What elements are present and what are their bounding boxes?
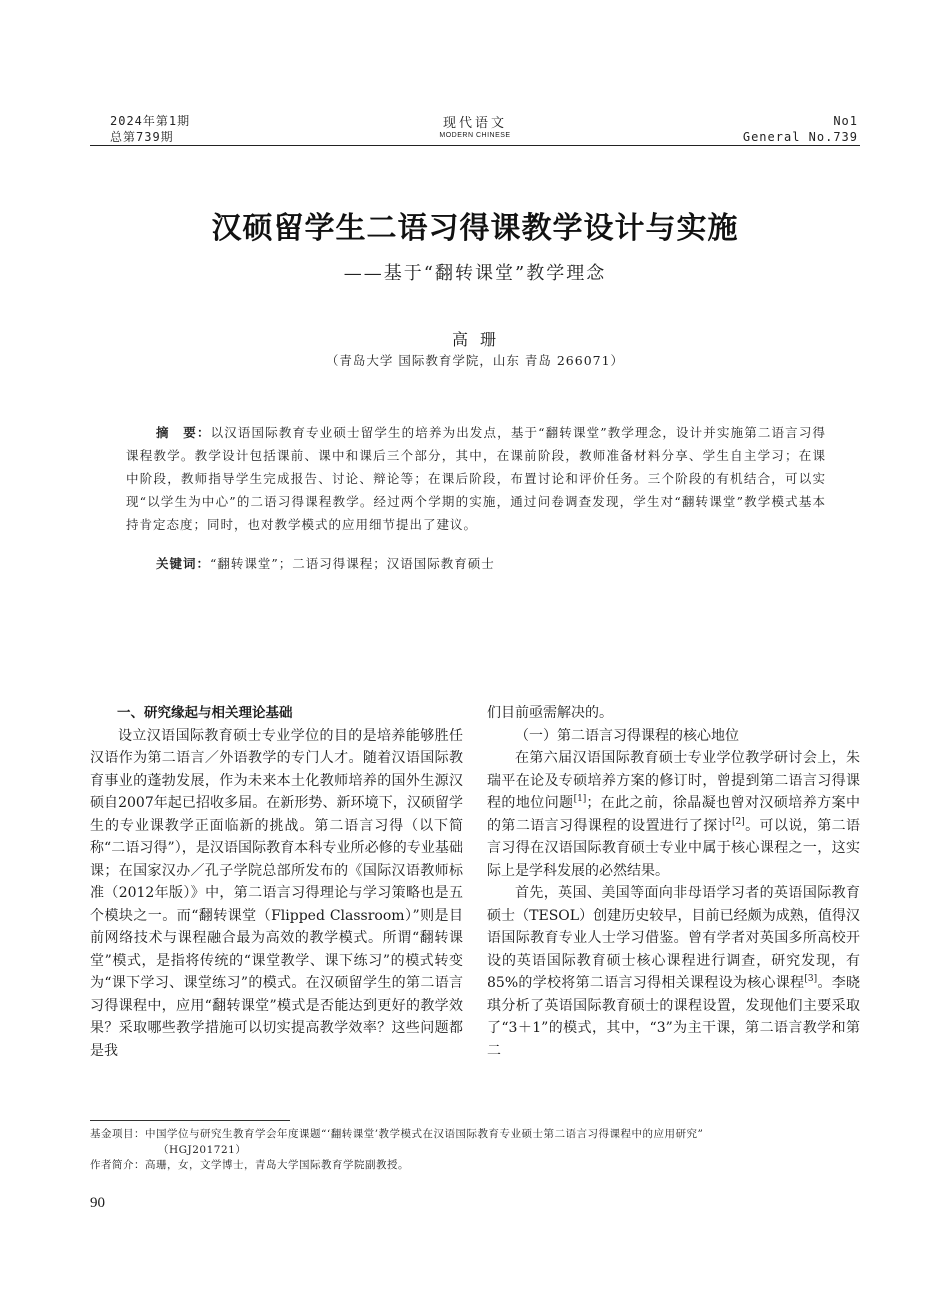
keywords-label: 关键词： (156, 556, 211, 571)
header-divider (90, 145, 860, 146)
paragraph-text: 。李晓琪分析了英语国际教育硕士的课程设置，发现他们主要采取了“3＋1”的模式，其中，“3”为主干课，第二语言教学和第二 (487, 975, 860, 1059)
paragraph-text: 。可以说，第二语言习得在汉语国际教育硕士专业中属于核心课程之一，这实际上是学科发展的必然结果。 (487, 817, 861, 879)
author-affiliation: （青岛大学 国际教育学院，山东 青岛 266071） (325, 353, 625, 368)
body-paragraph (487, 882, 860, 1062)
page-number: 90 (90, 1195, 105, 1211)
journal-name-cn: 现代语文 (442, 116, 507, 131)
keywords-text: “翻转课堂”；二语习得课程；汉语国际教育硕士 (210, 556, 495, 571)
paragraph-text: ；在此之前，徐晶凝也曾对汉硕培养方案中的第二语言习得课程的设置进行了探讨 (487, 795, 860, 834)
body-paragraph-continuation: 们目前亟需解决的。 (487, 705, 613, 721)
author-name: 高珊 (451, 330, 508, 349)
footnote-divider (90, 1120, 290, 1121)
issue: 2024年第1期 (110, 114, 191, 128)
footnotes (90, 1127, 870, 1174)
citation-ref[interactable]: [1] (573, 794, 587, 804)
body-column-right (487, 702, 860, 1062)
body-paragraph: 设立汉语国际教育硕士专业学位的目的是培养能够胜任汉语作为第二语言／外语教学的专门人才。随着汉语国际教育事业的蓬勃发展，作为未来本土化教师培养的国外生源汉硕自2007年起已招收多届。在新形势、新环境下，汉硕留学生的专业课教学正面临新的挑战。第二语言习得（以下简称“二语习得”），是汉语国际教育本科专业所必修的专业基础课；在国家汉办／孔子学院总部所发布的《国际汉语教师标准（2012年版）》中，第二语言习得理论与学习策略也是五个模块之一。而“翻转课堂（Flipped Classroom）”则是目前网络技术与课程融合最为高效的教学模式。所谓“翻转课堂”模式，是指将传统的“课堂教学、课下练习”的模式转变为“课下学习、课堂练习”的模式。在汉硕留学生的第二语言习得课程中，应用“翻转课堂”模式是否能达到更好的教学效果？采取哪些教学措施可以切实提高教学效率？这些问题都是我 (90, 727, 463, 1059)
total-issue: 总第739期 (110, 130, 174, 144)
body-paragraph (487, 747, 860, 882)
abstract-text: 以汉语国际教育专业硕士留学生的培养为出发点，基于“翻转课堂”教学理念，设计并实施第二语言习得课程教学。教学设计包括课前、课中和课后三个部分，其中，在课前阶段，教师准备材料分享、学生自主学习；在课中阶段，教师指导学生完成报告、讨论、辩论等；在课后阶段，布置讨论和评价任务。三个阶段的有机结合，可以实现“以学生为中心”的二语习得课程教学。经过两个学期的实施，通过问卷调查发现，学生对“翻转课堂”教学模式基本持肯定态度；同时，也对教学模式的应用细节提出了建议。 (126, 425, 826, 532)
fund-info: 基金项目：中国学位与研究生教育学会年度课题“‘翻转课堂’教学模式在汉语国际教育专业硕士第二语言习得课程中的应用研究” (90, 1128, 704, 1140)
journal-name-en: MODERN CHINESE (439, 132, 511, 139)
issue-no: No1 (833, 114, 858, 128)
paper-title: 汉硕留学生二语习得课教学设计与实施 (211, 211, 739, 246)
abstract (126, 421, 826, 536)
abstract-label: 摘 要： (156, 425, 211, 440)
citation-ref[interactable]: [3] (804, 974, 818, 984)
header-number-info (743, 113, 858, 145)
general-no: General No.739 (742, 130, 858, 144)
citation-ref[interactable]: [2] (731, 816, 745, 827)
author-intro: 作者简介：高珊，女，文学博士，青岛大学国际教育学院副教授。 (90, 1159, 409, 1171)
paper-subtitle: ——基于“翻转课堂”教学理念 (343, 263, 607, 284)
fund-code: （HGJ201721） (158, 1143, 247, 1156)
subsection-heading: （一）第二语言习得课程的核心地位 (515, 727, 739, 744)
paragraph-text: 首先，英国、美国等面向非母语学习者的英语国际教育硕士（TESOL）创建历史较早，目前已经颇为成熟，值得汉语国际教育专业人士学习借鉴。曾有学者对英国多所高校开设的英语国际教育硕士核心课程进行调查，研究发现，有85%的学校将第二语言习得相关课程设为核心课程 (487, 885, 860, 991)
keywords (156, 552, 826, 575)
body-column-left (90, 702, 463, 1062)
section-heading: 一、研究缘起与相关理论基础 (117, 705, 293, 721)
paragraph-text: 在第六届汉语国际教育硕士专业学位教学研讨会上，朱瑞平在论及专硕培养方案的修订时，曾提到第二语言习得课程的地位问题 (487, 750, 860, 811)
